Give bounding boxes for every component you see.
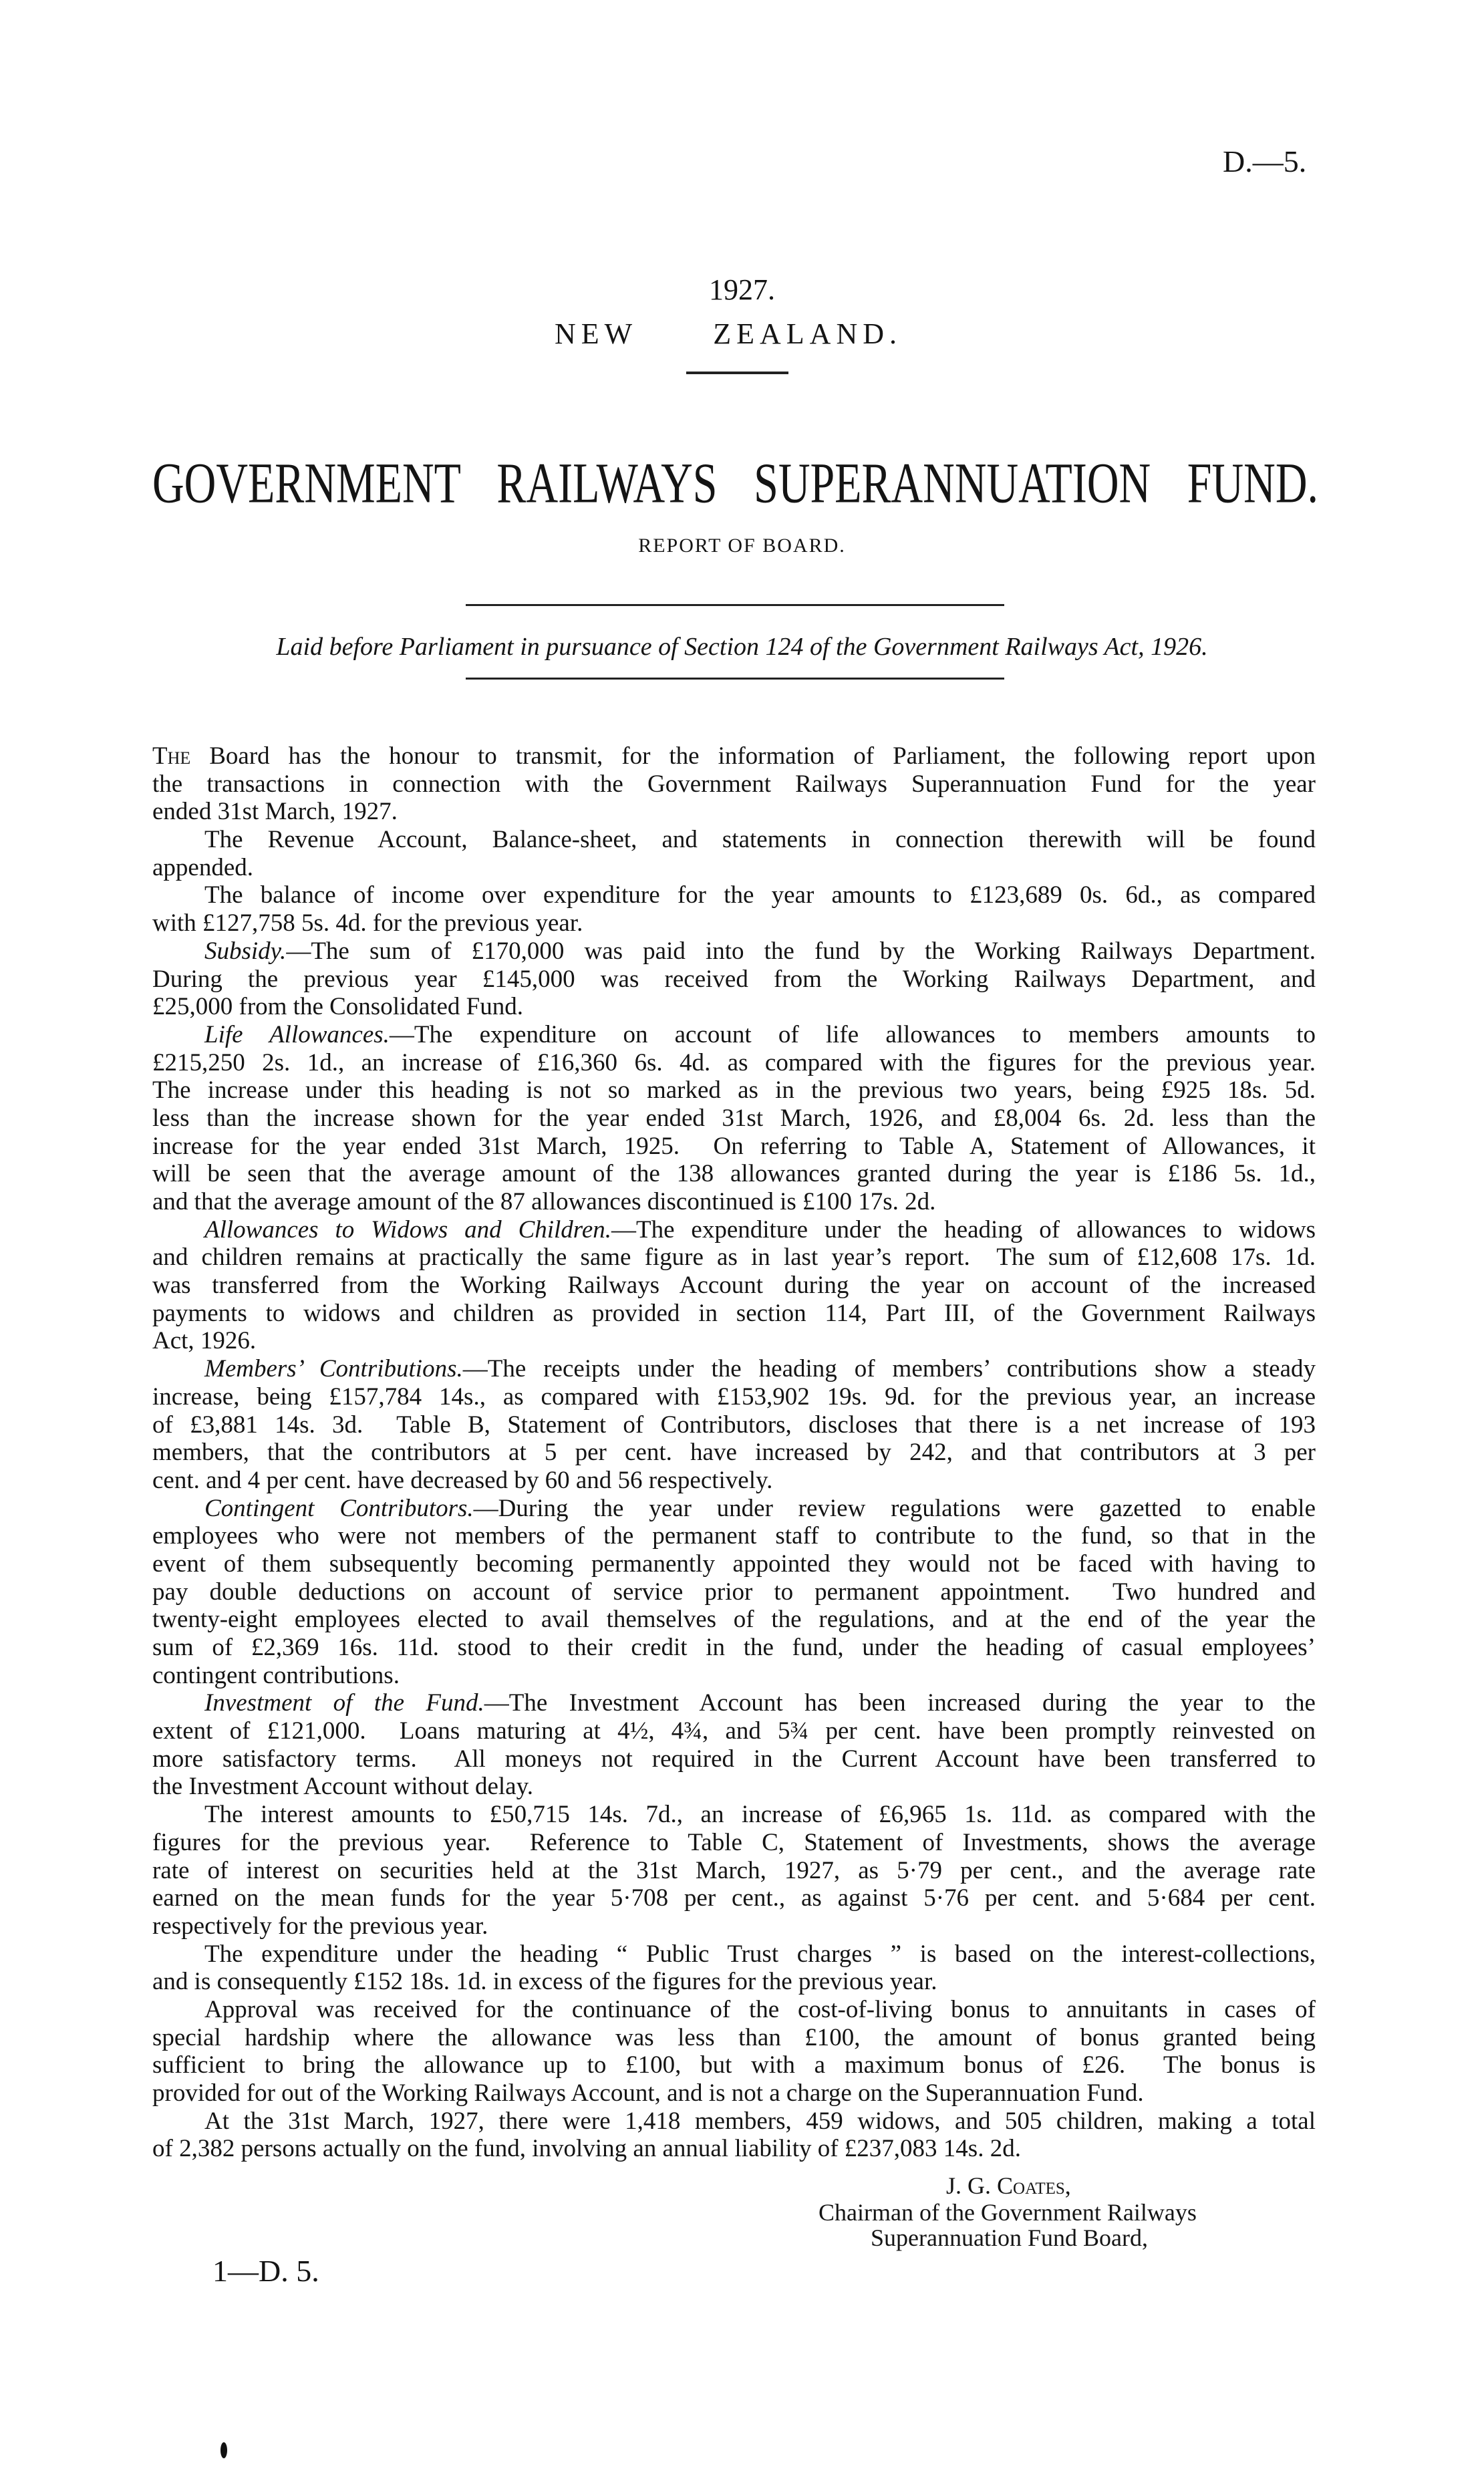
paragraph [152, 1801, 1316, 1940]
line-text: —The sum of £170,000 was paid into the fund by the Working Railways Department. [286, 937, 1316, 965]
document-title: GOVERNMENT RAILWAYS SUPERANNUATION FUND. [152, 451, 1318, 515]
line-text: The balance of income over expenditure for the year amounts to £123,689 0s. 6d., as compared [204, 881, 1316, 909]
paragraph [152, 1021, 1316, 1216]
divider [686, 372, 788, 374]
text-line [152, 1773, 1316, 1801]
text-line [152, 826, 1316, 854]
text-line [152, 1411, 1316, 1439]
line-text: twenty-eight employees elected to avail themselves of the regulations, and at the end of the year the [152, 1606, 1316, 1634]
line-text: earned on the mean funds for the year 5·708 per cent., as against 5·76 per cent. and 5·684 per cent. [152, 1884, 1316, 1912]
text-line [152, 1160, 1316, 1188]
line-text: —During the year under review regulations were gazetted to enable [473, 1494, 1316, 1522]
ink-speck [220, 2442, 227, 2458]
line-text: with £127,758 5s. 4d. for the previous year. [152, 909, 583, 937]
line-text: increase, being £157,784 14s., as compared with £153,902 19s. 9d. for the previous year, an increase [152, 1382, 1316, 1411]
text-line [152, 1272, 1316, 1300]
text-line [152, 1383, 1316, 1411]
line-text: sum of £2,369 16s. 11d. stood to their credit in the fund, under the heading of casual employees’ [152, 1634, 1316, 1661]
text-line [152, 1439, 1316, 1467]
text-line [152, 854, 1316, 882]
paragraph-heading: Subsidy. [204, 937, 287, 965]
country-heading: NEW ZEALAND. [555, 317, 902, 350]
line-text: ended 31st March, 1927. [152, 798, 398, 826]
line-text: £25,000 from the Consolidated Fund. [152, 993, 523, 1021]
line-text: The increase under this heading is not so marked as in the previous two years, being £925 18s. 5d. [152, 1076, 1316, 1105]
paragraph [152, 1689, 1316, 1801]
paragraph [152, 881, 1316, 937]
opening-word: The [152, 742, 191, 770]
line-text: contingent contributions. [152, 1661, 400, 1689]
line-text: and is consequently £152 18s. 1d. in excess of the figures for the previous year. [152, 1968, 937, 1996]
laid-before-note: Laid before Parliament in pursuance of Section 124 of the Government Railways Act, 1926. [276, 633, 1208, 661]
text-line [152, 1996, 1316, 2024]
text-line [152, 1076, 1316, 1105]
paragraph-heading: Allowances to Widows and Children. [204, 1215, 612, 1244]
paragraph [152, 1495, 1316, 1690]
line-text: increase for the year ended 31st March, 1925. On referring to Table A, Statement of Allowances, it [152, 1132, 1316, 1160]
text-line [152, 742, 1316, 770]
text-line [152, 1662, 1316, 1690]
line-text: During the previous year £145,000 was received from the Working Railways Department, and [152, 965, 1316, 993]
text-line [152, 1745, 1316, 1773]
text-line [152, 1188, 1316, 1216]
line-text: extent of £121,000. Loans maturing at 4½, 4¾, and 5¾ per cent. have been promptly reinvested on [152, 1717, 1316, 1745]
text-line [152, 966, 1316, 994]
line-text: sufficient to bring the allowance up to £100, but with a maximum bonus of £26. The bonus is [152, 2051, 1316, 2079]
text-line [152, 1968, 1316, 1996]
text-line [152, 1522, 1316, 1550]
text-line [152, 770, 1316, 798]
text-line [152, 1606, 1316, 1634]
text-line [152, 1495, 1316, 1523]
line-text: —The receipts under the heading of members’ contributions show a steady [462, 1355, 1316, 1383]
line-text: and that the average amount of the 87 allowances discontinued is £100 17s. 2d. [152, 1188, 936, 1215]
line-text: of £3,881 14s. 3d. Table B, Statement of Contributors, discloses that there is a net increase of 193 [152, 1411, 1316, 1439]
line-text: provided for out of the Working Railways Account, and is not a charge on the Superannuation Fund. [152, 2079, 1144, 2107]
signatory-name: J. G. Coates, [946, 2172, 1071, 2199]
line-text: the transactions in connection with the Government Railways Superannuation Fund for the year [152, 770, 1316, 798]
line-text: payments to widows and children as provided in section 114, Part III, of the Government Railways [152, 1299, 1316, 1327]
line-text: members, that the contributors at 5 per cent. have increased by 242, and that contributors at 3 per [152, 1439, 1316, 1467]
text-line [152, 1578, 1316, 1606]
text-line [152, 1940, 1316, 1968]
footer-page-reference: 1—D. 5. [212, 2254, 319, 2288]
text-line [152, 1021, 1316, 1049]
line-text: £215,250 2s. 1d., an increase of £16,360 6s. 4d. as compared with the figures for the previous year. [152, 1048, 1316, 1076]
line-text: was transferred from the Working Railways Account during the year on account of the increased [152, 1272, 1316, 1300]
line-text: employees who were not members of the permanent staff to contribute to the fund, so that in the [152, 1522, 1316, 1550]
line-text: respectively for the previous year. [152, 1912, 488, 1940]
text-line [152, 1912, 1316, 1940]
signatory-title: Chairman of the Government Railways [819, 2199, 1197, 2226]
text-line [152, 1244, 1316, 1272]
text-line [152, 2107, 1316, 2136]
text-line [152, 1634, 1316, 1662]
line-text: and children remains at practically the same figure as in last year’s report. The sum of £12,608 17s. 1d. [152, 1244, 1316, 1272]
paragraph [152, 2107, 1316, 2163]
text-line [152, 2024, 1316, 2052]
divider [466, 604, 1004, 606]
paragraph [152, 937, 1316, 1021]
text-line [152, 1550, 1316, 1578]
line-text: The interest amounts to £50,715 14s. 7d., an increase of £6,965 1s. 11d. as compared with the [204, 1801, 1316, 1829]
text-line [152, 1689, 1316, 1717]
text-line [152, 1467, 1316, 1495]
line-text: event of them subsequently becoming permanently appointed they would not be faced with having to [152, 1550, 1316, 1578]
line-text: cent. and 4 per cent. have decreased by 60 and 56 respectively. [152, 1466, 773, 1494]
text-line [152, 1327, 1316, 1355]
line-text: At the 31st March, 1927, there were 1,418 members, 459 widows, and 505 children, making a total [204, 2107, 1316, 2135]
text-line [152, 2051, 1316, 2079]
line-text: figures for the previous year. Reference to Table C, Statement of Investments, shows the average [152, 1828, 1316, 1856]
line-text: special hardship where the allowance was less than £100, the amount of bonus granted being [152, 2023, 1316, 2051]
text-line [152, 1884, 1316, 1912]
page-reference: D.—5. [1223, 144, 1307, 178]
paragraph [152, 1355, 1316, 1494]
text-line [152, 1355, 1316, 1383]
line-text: Approval was received for the continuance of the cost-of-living bonus to annuitants in cases of [204, 1995, 1316, 2023]
signatory-title: Superannuation Fund Board, [871, 2224, 1148, 2251]
text-line [152, 1133, 1316, 1161]
text-line [152, 1216, 1316, 1244]
text-line [152, 1300, 1316, 1328]
line-text: will be seen that the average amount of the 138 allowances granted during the year is £186 5s. 1d., [152, 1160, 1316, 1188]
text-line [152, 2135, 1316, 2163]
paragraph-heading: Life Allowances. [204, 1020, 390, 1048]
paragraph-heading: Members’ Contributions. [204, 1355, 463, 1383]
line-text: pay double deductions on account of service prior to permanent appointment. Two hundred and [152, 1578, 1316, 1606]
text-line [152, 1801, 1316, 1829]
line-text: rate of interest on securities held at the 31st March, 1927, as 5·79 per cent., and the average rate [152, 1856, 1316, 1884]
paragraph-heading: Investment of the Fund. [204, 1689, 484, 1717]
text-line [152, 1829, 1316, 1857]
paragraph [152, 1216, 1316, 1355]
paragraph [152, 1996, 1316, 2107]
text-line [152, 2079, 1316, 2107]
line-text: of 2,382 persons actually on the fund, involving an annual liability of £237,083 14s. 2d. [152, 2135, 1021, 2163]
text-line [152, 1717, 1316, 1745]
paragraph [152, 742, 1316, 826]
text-line [152, 1049, 1316, 1077]
divider [466, 678, 1004, 680]
line-text: appended. [152, 853, 254, 881]
document-subtitle: REPORT OF BOARD. [638, 535, 846, 557]
paragraph [152, 826, 1316, 881]
line-text: —The Investment Account has been increased during the year to the [484, 1689, 1316, 1717]
paragraph [152, 1940, 1316, 1996]
line-text: more satisfactory terms. All moneys not required in the Current Account have been transferred to [152, 1745, 1316, 1773]
text-line [152, 909, 1316, 937]
paragraph-heading: Contingent Contributors. [204, 1494, 474, 1522]
line-text: —The expenditure under the heading of allowances to widows [611, 1215, 1316, 1244]
text-line [152, 1857, 1316, 1885]
report-body [152, 742, 1316, 2163]
document-year: 1927. [709, 273, 775, 306]
text-line [152, 881, 1316, 909]
text-line [152, 798, 1316, 826]
line-text: —The expenditure on account of life allowances to members amounts to [389, 1020, 1316, 1048]
line-text: less than the increase shown for the year ended 31st March, 1926, and £8,004 6s. 2d. less than the [152, 1104, 1316, 1132]
text-line [152, 1105, 1316, 1133]
line-text: the Investment Account without delay. [152, 1773, 533, 1801]
text-line [152, 937, 1316, 966]
line-text: The Revenue Account, Balance-sheet, and statements in connection therewith will be found [204, 826, 1316, 854]
line-text: Act, 1926. [152, 1327, 257, 1355]
line-text: The expenditure under the heading “ Public Trust charges ” is based on the interest-collections, [204, 1940, 1316, 1968]
line-text: Board has the honour to transmit, for the information of Parliament, the following report upon [190, 742, 1316, 770]
text-line [152, 993, 1316, 1021]
